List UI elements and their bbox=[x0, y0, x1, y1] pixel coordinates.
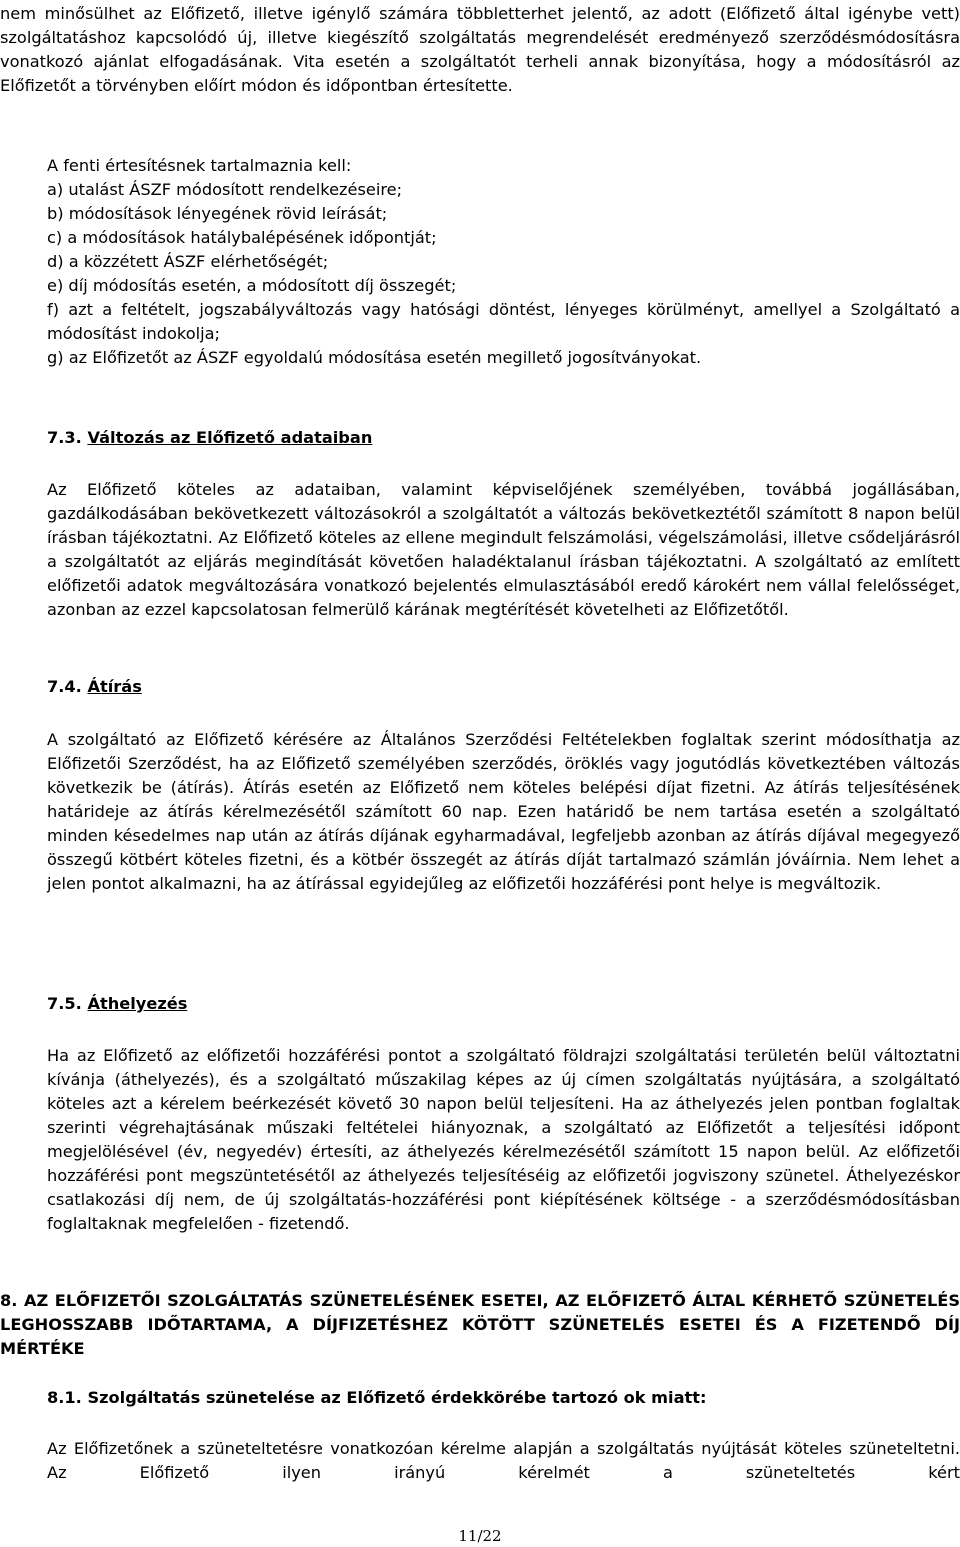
section-7-3-body: Az Előfizető köteles az adataiban, valamint képviselőjének személyében, továbbá jogállásában, gazdálkodásában bekövetkezett változásokról a szolgáltatót a változás bekövetkeztétől számított 8 napon belül írásban tájékoztatni. Az Előfizető köteles az ellene megindult felszámolási, végelszámolási, illetve csődeljárásról a szolgáltatót az eljárás megindítását követően haladéktalanul írásban tájékoztatni. A szolgáltató az említett előfizetői adatok megváltozására vonatkozó bejelentés elmulasztásából eredő károkért nem vállal felelősséget, azonban az ezzel kapcsolatosan felmerülő kárának megtérítését követelheti az Előfizetőtől. bbox=[47, 480, 960, 619]
section-number: 7.3. bbox=[47, 428, 82, 447]
section-heading-8-1: 8.1. Szolgáltatás szünetelése az Előfizető érdekkörébe tartozó ok miatt: bbox=[47, 1388, 707, 1407]
list-item: g) az Előfizetőt az ÁSZF egyoldalú módosítása esetén megillető jogosítványokat. bbox=[47, 348, 702, 367]
section-title: Áthelyezés bbox=[87, 994, 188, 1013]
list-item: d) a közzétett ÁSZF elérhetőségét; bbox=[47, 252, 329, 271]
section-title: Változás az Előfizető adataiban bbox=[87, 428, 373, 447]
notice-list-intro: A fenti értesítésnek tartalmaznia kell: bbox=[47, 156, 352, 175]
notice-requirements-list bbox=[47, 154, 960, 370]
section-8-1-body: Az Előfizetőnek a szüneteltetésre vonatkozóan kérelme alapján a szolgáltatás nyújtását köteles szüneteltetni. Az Előfizető ilyen irányú kérelmét a szüneteltetés kért bbox=[47, 1439, 960, 1482]
section-heading-7-5 bbox=[47, 992, 960, 1016]
section-number: 7.4. bbox=[47, 677, 82, 696]
intro-paragraph: nem minősülhet az Előfizető, illetve igénylő számára többletterhet jelentő, az adott (Előfizető által igénybe vett) szolgáltatáshoz kapcsolódó új, illetve kiegészítő szolgáltatás megrendelését eredményező szerződésmódosításra vonatkozó ajánlat elfogadásának. Vita esetén a szolgáltatót terheli annak bizonyítása, hogy a módosításról az Előfizetőt a törvényben előírt módon és időpontban értesítette. bbox=[0, 4, 960, 95]
page-number: 11/22 bbox=[458, 1527, 502, 1545]
section-heading-7-3 bbox=[47, 426, 960, 450]
section-7-5-body: Ha az Előfizető az előfizetői hozzáférési pontot a szolgáltató földrajzi szolgáltatási területén belül változtatni kívánja (áthelyezés), és a szolgáltató műszakilag képes az új címen szolgáltatás nyújtására, a szolgáltató köteles azt a kérelem beérkezését követő 30 napon belül teljesíteni. Ha az áthelyezés jelen pontban foglaltak szerinti végrehajtásának műszaki feltételei hiányoznak, a szolgáltató az Előfizetőt a teljesítési időpont megjelölésével (év, negyedév) értesíti, az áthelyezés kérelmezésétől számított 15 napon belül. Az előfizetői hozzáférési pont megszüntetésétől az áthelyezés teljesítéséig az előfizetői jogviszony szünetel. Áthelyezéskor csatlakozási díj nem, de új szolgáltatás-hozzáférési pont kiépítésének költsége - a szerződésmódosításban foglaltaknak megfelelően - fizetendő. bbox=[47, 1046, 960, 1233]
list-item: a) utalást ÁSZF módosított rendelkezéseire; bbox=[47, 180, 403, 199]
section-title: Átírás bbox=[87, 677, 142, 696]
section-number: 7.5. bbox=[47, 994, 82, 1013]
section-heading-7-4 bbox=[47, 675, 960, 699]
list-item: c) a módosítások hatálybalépésének időpontját; bbox=[47, 228, 437, 247]
section-7-4-body: A szolgáltató az Előfizető kérésére az Általános Szerződési Feltételekben foglaltak szerint módosíthatja az Előfizetői Szerződést, ha az Előfizető személyében szerződés, öröklés vagy jogutódlás következtében változás következik be (átírás). Átírás esetén az Előfizető nem köteles belépési díjat fizetni. Az átírás teljesítésének határideje az átírás kérelmezésétől számított 60 nap. Ezen határidő be nem tartása esetén a szolgáltató minden késedelmes nap után az átírás díjának egyharmadával, legfeljebb azonban az átírás díjával megegyező összegű kötbért köteles fizetni, és a kötbér összegét az átírás díját tartalmazó számlán jóváírnia. Nem lehet a jelen pontot alkalmazni, ha az átírással egyidejűleg az előfizetői hozzáférési pont helye is megváltozik. bbox=[47, 730, 960, 893]
list-item: b) módosítások lényegének rövid leírását; bbox=[47, 204, 388, 223]
list-item: e) díj módosítás esetén, a módosított díj összegét; bbox=[47, 276, 457, 295]
list-item: f) azt a feltételt, jogszabályváltozás vagy hatósági döntést, lényeges körülményt, amellyel a Szolgáltató a módosítást indokolja; bbox=[47, 300, 960, 343]
chapter-8-heading: 8. AZ ELŐFIZETŐI SZOLGÁLTATÁS SZÜNETELÉSÉNEK ESETEI, AZ ELŐFIZETŐ ÁLTAL KÉRHETŐ SZÜNETELÉS LEGHOSSZABB IDŐTARTAMA, A DÍJFIZETÉSHEZ KÖTÖTT SZÜNETELÉS ESETEI ÉS A FIZETENDŐ DÍJ MÉRTÉKE bbox=[0, 1291, 960, 1358]
